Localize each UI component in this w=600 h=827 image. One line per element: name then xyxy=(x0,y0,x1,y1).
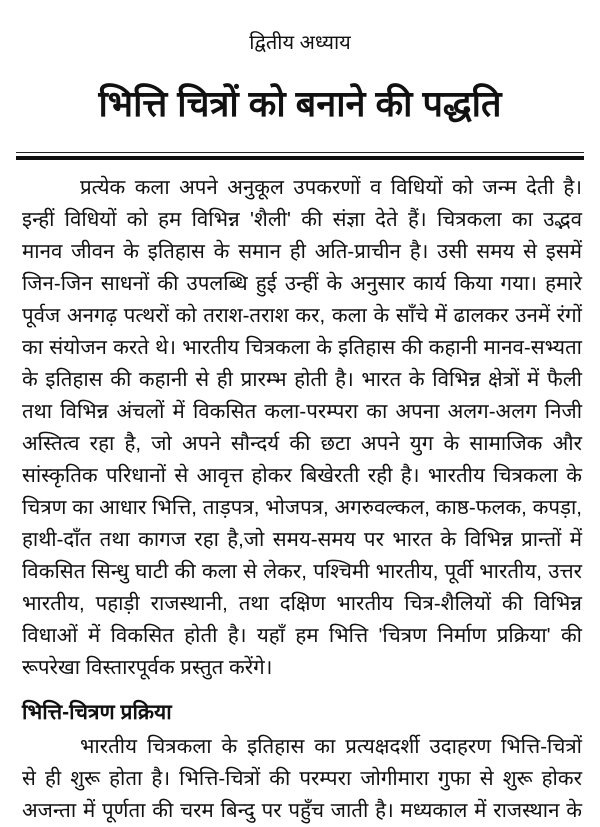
text-line: विकसित सिन्धु घाटी की कला से लेकर, पश्चिमी भारतीय, पूर्वी भारतीय, उत्तर xyxy=(22,560,582,583)
text-line: अजन्ता में पूर्णता की चरम बिन्दु पर पहुँच जाती है। मध्यकाल में राजस्थान के xyxy=(22,799,582,822)
text-line: जिन-जिन साधनों की उपलब्धि हुई उन्हीं के अनुसार कार्य किया गया। हमारे xyxy=(22,272,582,295)
text-line: विधाओं में विकसित होती है। यहाँ हम भित्ति 'चित्रण निर्माण प्रक्रिया' की xyxy=(22,624,582,647)
text-line: सांस्कृतिक परिधानों से आवृत्त होकर बिखेरती रही है। भारतीय चित्रकला के xyxy=(22,464,582,487)
text-line: भारतीय, पहाड़ी राजस्थानी, तथा दक्षिण भारतीय चित्र-शैलियों की विभिन्न xyxy=(22,592,582,615)
text-line: चित्रण का आधार भित्ति, ताड़पत्र, भोजपत्र, अगरुवल्कल, काष्ठ-फलक, कपड़ा, xyxy=(22,496,582,519)
text-line: इन्हीं विधियों को हम विभिन्न 'शैली' की संज्ञा देते हैं। चित्रकला का उद्भव xyxy=(22,208,582,231)
text-line: हाथी-दाँत तथा कागज रहा है,जो समय-समय पर भारत के विभिन्न प्रान्तों में xyxy=(22,528,582,551)
text-line: पूर्वज अनगढ़ पत्थरों को तराश-तराश कर, कला के साँचे में ढालकर उनमें रंगों xyxy=(22,304,582,327)
section-heading: भित्ति-चित्रण प्रक्रिया xyxy=(22,701,172,724)
text-line: मानव जीवन के इतिहास के समान ही अति-प्राचीन है। उसी समय से इसमें xyxy=(22,240,582,263)
title-divider-thick xyxy=(16,156,584,160)
text-line: का संयोजन करते थे। भारतीय चित्रकला के इतिहास की कहानी मानव-सभ्यता xyxy=(22,336,582,359)
text-line: तथा विभिन्न अंचलों में विकसित कला-परम्परा का अपना अलग-अलग निजी xyxy=(22,400,582,423)
title-divider-thin xyxy=(16,152,584,153)
page-title: भित्ति चित्रों को बनाने की पद्धति xyxy=(98,83,502,124)
text-line: भारतीय चित्रकला के इतिहास का प्रत्यक्षदर्शी उदाहरण भित्ति-चित्रों xyxy=(80,735,582,758)
text-line: प्रत्येक कला अपने अनुकूल उपकरणों व विधियों को जन्म देती है। xyxy=(80,176,582,199)
text-line: से ही शुरू होता है। भित्ति-चित्रों की परम्परा जोगीमारा गुफा से शुरू होकर xyxy=(22,767,582,790)
text-line: रूपरेखा विस्तारपूर्वक प्रस्तुत करेंगे। xyxy=(22,656,273,679)
chapter-label: द्वितीय अध्याय xyxy=(249,32,351,54)
text-line: के इतिहास की कहानी से ही प्रारम्भ होती है। भारत के विभिन्न क्षेत्रों में फैली xyxy=(22,368,582,391)
text-line: अस्तित्व रहा है, जो अपने सौन्दर्य की छटा अपने युग के सामाजिक और xyxy=(22,432,582,455)
